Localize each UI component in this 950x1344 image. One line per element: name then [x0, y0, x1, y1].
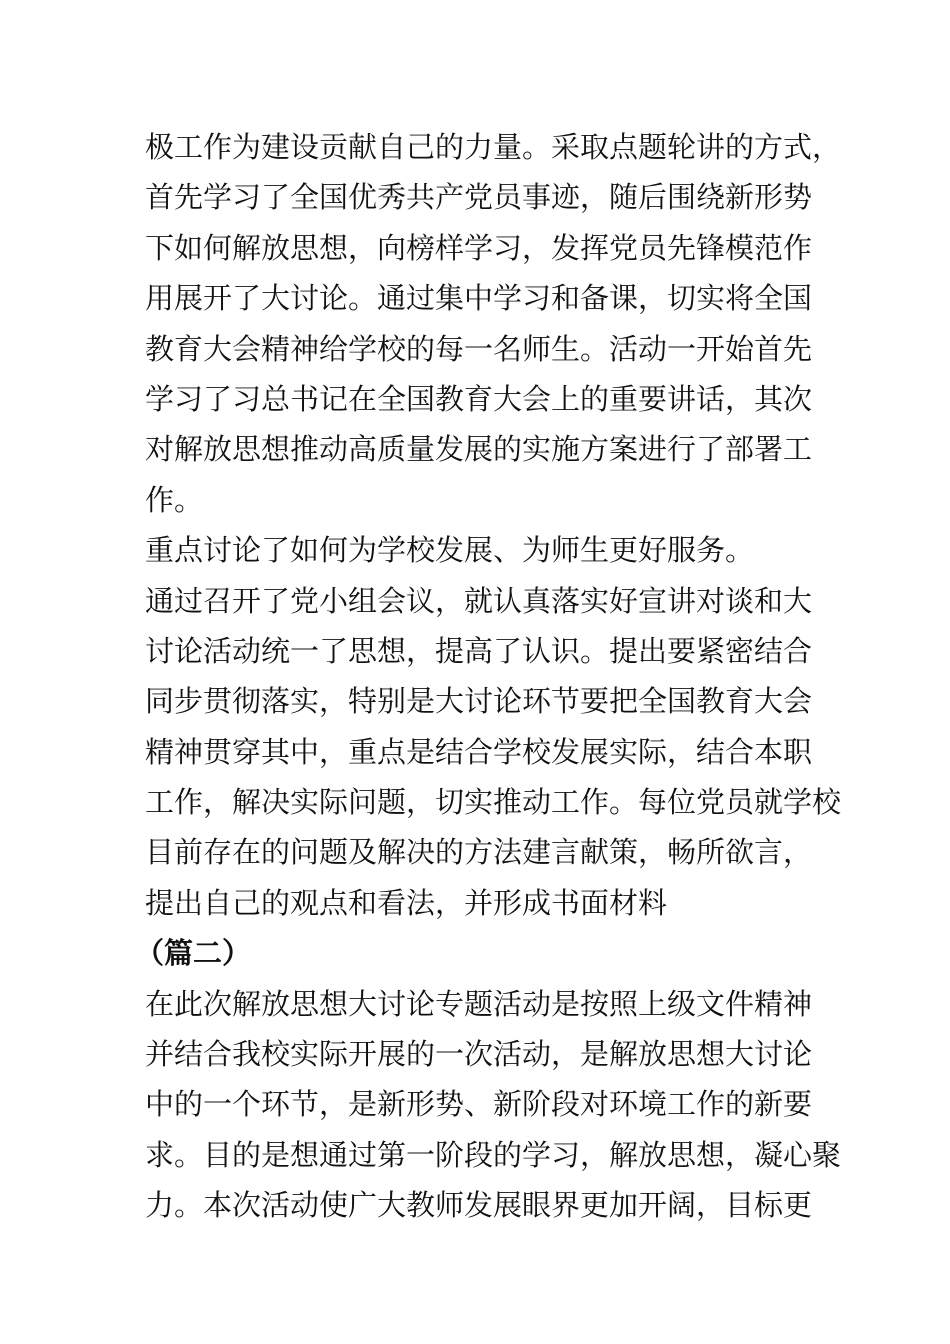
text-line: 首先学习了全国优秀共产党员事迹，随后围绕新形势 [145, 180, 813, 215]
text-line: 在此次解放思想大讨论专题活动是按照上级文件精神 [145, 986, 813, 1021]
text-line: 用展开了大讨论。通过集中学习和备课，切实将全国 [145, 281, 813, 316]
text-line: 精神贯穿其中，重点是结合学校发展实际，结合本职 [145, 734, 813, 769]
text-line: 求。目的是想通过第一阶段的学习，解放思想，凝心聚 [145, 1137, 842, 1172]
section-heading: （篇二） [135, 936, 252, 971]
text-line: 中的一个环节，是新形势、新阶段对环境工作的新要 [145, 1087, 813, 1122]
text-line: 讨论活动统一了思想，提高了认识。提出要紧密结合 [145, 633, 813, 668]
text-line: 力。本次活动使广大教师发展眼界更加开阔，目标更 [145, 1188, 813, 1223]
text-line: 作。 [145, 482, 204, 517]
text-line: 提出自己的观点和看法，并形成书面材料 [145, 885, 668, 920]
text-line: 工作，解决实际问题，切实推动工作。每位党员就学校 [145, 785, 842, 820]
text-line: 教育大会精神给学校的每一名师生。活动一开始首先 [145, 331, 813, 366]
text-line: 下如何解放思想，向榜样学习，发挥党员先锋模范作 [145, 230, 813, 265]
text-line: 目前存在的问题及解决的方法建言献策，畅所欲言， [145, 835, 813, 870]
text-line: 学习了习总书记在全国教育大会上的重要讲话，其次 [145, 381, 813, 416]
text-line: 极工作为建设贡献自己的力量。采取点题轮讲的方式， [145, 130, 842, 164]
text-line: 对解放思想推动高质量发展的实施方案进行了部署工 [145, 432, 813, 467]
text-line: 重点讨论了如何为学校发展、为师生更好服务。 [145, 533, 755, 568]
text-line: 同步贯彻落实，特别是大讨论环节要把全国教育大会 [145, 684, 813, 719]
text-line: 并结合我校实际开展的一次活动，是解放思想大讨论 [145, 1037, 813, 1072]
text-line: 通过召开了党小组会议，就认真落实好宣讲对谈和大 [145, 583, 813, 618]
document-body [135, 122, 842, 1231]
